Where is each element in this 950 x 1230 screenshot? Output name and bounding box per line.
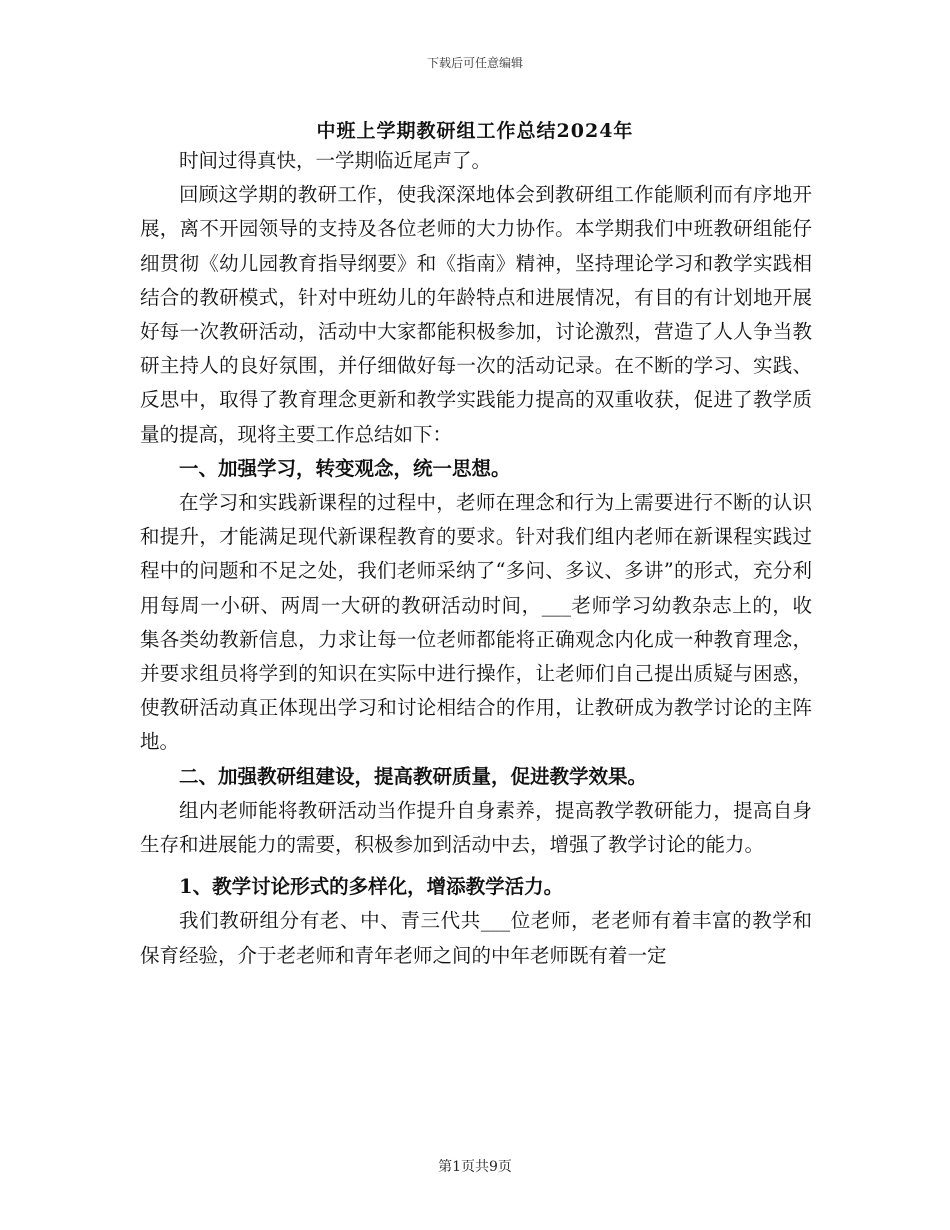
paragraph-section-1: 在学习和实践新课程的过程中，老师在理念和行为上需要进行不断的认识和提升，才能满足现代新课程教育的要求。针对我们组内老师在新课程实践过程中的问题和不足之处，我们老师采纳了“多问、多议、多讲”的形式，充分利用每周一小研、两周一大研的教研活动时间，___老师学习幼教杂志上的，收集各类幼教新信息，力求让每一位老师都能将正确观念内化成一种教育理念，并要求组员将学到的知识在实际中进行操作，让老师们自己提出质疑与困惑，使教研活动真正体现出学习和讨论相结合的作用，让教研成为教学讨论的主阵地。: [140, 491, 812, 754]
page-number: 第1页共9页: [438, 1159, 512, 1175]
paragraph-section-2: 组内老师能将教研活动当作提升自身素养，提高教学教研能力，提高自身生存和进展能力的需要，积极参加到活动中去，增强了教学讨论的能力。: [140, 798, 812, 857]
document-title: 中班上学期教研组工作总结2024年: [316, 120, 634, 142]
subsection-heading-1: 1、教学讨论形式的多样化，增添教学活力。: [179, 875, 564, 899]
section-heading-2: 二、加强教研组建设，提高教研质量，促进教学效果。: [179, 764, 648, 788]
page-header-note: 下载后可任意编辑: [426, 56, 523, 70]
paragraph-intro: 时间过得真快，一学期临近尾声了。: [179, 149, 492, 172]
paragraph-subsection-1: 我们教研组分有老、中、青三代共___位老师，老老师有着丰富的教学和保育经验，介于老老师和青年老师之间的中年老师既有着一定: [140, 909, 812, 967]
paragraph-review: 回顾这学期的教研工作，使我深深地体会到教研组工作能顺利而有序地开展，离不开园领导的支持及各位老师的大力协作。本学期我们中班教研组能仔细贯彻《幼儿园教育指导纲要》和《指南》精神，坚持理论学习和教学实践相结合的教研模式，针对中班幼儿的年龄特点和进展情况，有目的有计划地开展好每一次教研活动，活动中大家都能积极参加，讨论激烈，营造了人人争当教研主持人的良好氛围，并仔细做好每一次的活动记录。在不断的学习、实践、反思中，取得了教育理念更新和教学实践能力提高的双重收获，促进了教学质量的提高，现将主要工作总结如下：: [140, 183, 812, 446]
document-body: [140, 144, 812, 973]
section-heading-1: 一、加强学习，转变观念，统一思想。: [179, 456, 511, 480]
